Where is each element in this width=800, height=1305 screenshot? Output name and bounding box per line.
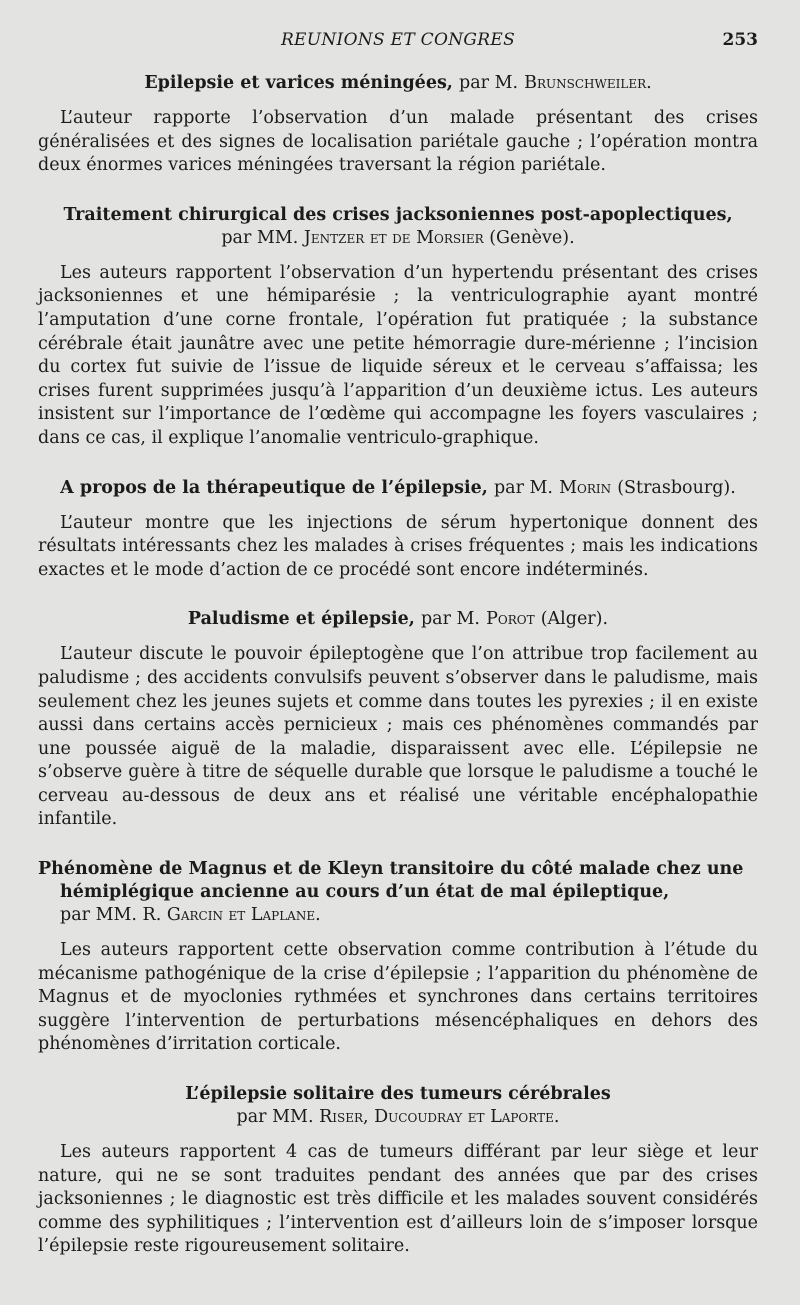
authors-suffix: (Alger). bbox=[540, 609, 609, 630]
author-names: Jentzer et de Morsier bbox=[303, 227, 484, 248]
authors-suffix: (Genève). bbox=[489, 227, 575, 248]
article-1 bbox=[38, 72, 758, 178]
article-title bbox=[38, 72, 758, 95]
author-names: Riser, Ducoudray et Laporte. bbox=[319, 1107, 560, 1128]
article-5 bbox=[38, 858, 758, 1057]
title-text: L’épilepsie solitaire des tumeurs cérébrales bbox=[185, 1084, 611, 1105]
author-names: Garcin et Laplane. bbox=[166, 905, 321, 926]
running-head bbox=[38, 30, 758, 54]
article-6 bbox=[38, 1083, 758, 1259]
title-text: Phénomène de Magnus et de Kleyn transitoire du côté malade chez une hémiplégique ancienne au cours d’un état de mal épileptique, bbox=[38, 859, 744, 903]
author-names: Morin bbox=[559, 477, 612, 498]
author-names: Brunschweiler. bbox=[524, 73, 652, 93]
title-text: Epilepsie et varices méningées, bbox=[144, 73, 453, 93]
article-title bbox=[38, 1083, 758, 1129]
article-body: Les auteurs rapportent cette observation comme contribution à l’étude du mécanisme pathogénique de la crise d’épilepsie ; l’apparition du phénomène de Magnus et de myoclonies rythmées et synchrones dans certains territoires suggère l’intervention de perturbations mésencéphaliques en dehors des phénomènes d’irritation corticale. bbox=[38, 940, 758, 1055]
article-title bbox=[38, 608, 758, 631]
article-body: L’auteur discute le pouvoir épileptogène que l’on attribue trop facilement au paludisme ; des accidents convulsifs peuvent s’observer dans le paludisme, mais seulement chez les jeunes sujets et comme dans toutes les pyrexies ; il en existe aussi dans certains accès pernicieux ; mais ces phénomènes commandés par une poussée aiguë de la maladie, disparaissent avec elle. L’épilepsie ne s’observe guère à titre de séquelle durable que lorsque le paludisme a touché le cerveau au-dessous de deux ans et réalisé une véritable encéphalopathie infantile. bbox=[38, 644, 758, 830]
page-number: 253 bbox=[722, 30, 758, 50]
authors-prefix: par M. bbox=[420, 609, 480, 630]
article-title bbox=[38, 858, 758, 927]
running-title: REUNIONS ET CONGRES bbox=[280, 30, 516, 50]
article-2 bbox=[38, 204, 758, 451]
authors-prefix: par M. bbox=[493, 477, 553, 498]
authors-prefix: par MM. R. bbox=[60, 905, 162, 926]
author-names: Porot bbox=[486, 609, 535, 630]
title-text: A propos de la thérapeutique de l’épilepsie, bbox=[60, 477, 488, 498]
author-line bbox=[38, 1106, 758, 1129]
authors-suffix: (Strasbourg). bbox=[617, 477, 736, 498]
article-4 bbox=[38, 608, 758, 832]
article-title bbox=[38, 477, 758, 500]
article-body: Les auteurs rapportent 4 cas de tumeurs différant par leur siège et leur nature, qui ne se sont traduites pendant des années que par des crises jacksoniennes ; le diagnostic est très difficile et les malades souvent considérés comme des syphilitiques ; l’intervention est d’ailleurs loin de s’imposer lorsque l’épilepsie reste rigoureusement solitaire. bbox=[38, 1142, 758, 1257]
author-line bbox=[60, 904, 758, 927]
title-text: Traitement chirurgical des crises jacksoniennes post-apoplectiques, bbox=[63, 204, 733, 225]
article-body: L’auteur rapporte l’observation d’un malade présentant des crises généralisées et des signes de localisation pariétale gauche ; l’opération montra deux énormes varices méningées traversant la région pariétale. bbox=[38, 108, 758, 176]
authors-prefix: par MM. bbox=[236, 1107, 314, 1128]
article-title bbox=[38, 204, 758, 250]
authors-prefix: par M. bbox=[459, 73, 519, 93]
title-text: Paludisme et épilepsie, bbox=[187, 609, 415, 630]
article-body: Les auteurs rapportent l’observation d’un hypertendu présentant des crises jacksoniennes et une hémiparésie ; la ventriculographie ayant montré l’amputation d’une corne frontale, l’opération fut pratiquée ; la substance cérébrale était jaunâtre avec une petite hémorragie dure-mérienne ; l’incision du cortex fut suivie de l’issue de liquide séreux et le cerveau s’affaissa; les crises furent supprimées jusqu’à l’apparition d’un deuxième ictus. Les auteurs insistent sur l’importance de l’œdème qui accompagne les foyers vasculaires ; dans ce cas, il explique l’anomalie ventriculo-graphique. bbox=[38, 262, 758, 448]
authors-prefix: par MM. bbox=[221, 227, 299, 248]
article-body: L’auteur montre que les injections de sérum hypertonique donnent des résultats intéressants chez les malades à crises fréquentes ; mais les indications exactes et le mode d’action de ce procédé sont encore indéterminés. bbox=[38, 512, 758, 580]
author-line bbox=[38, 227, 758, 250]
article-3 bbox=[38, 477, 758, 583]
